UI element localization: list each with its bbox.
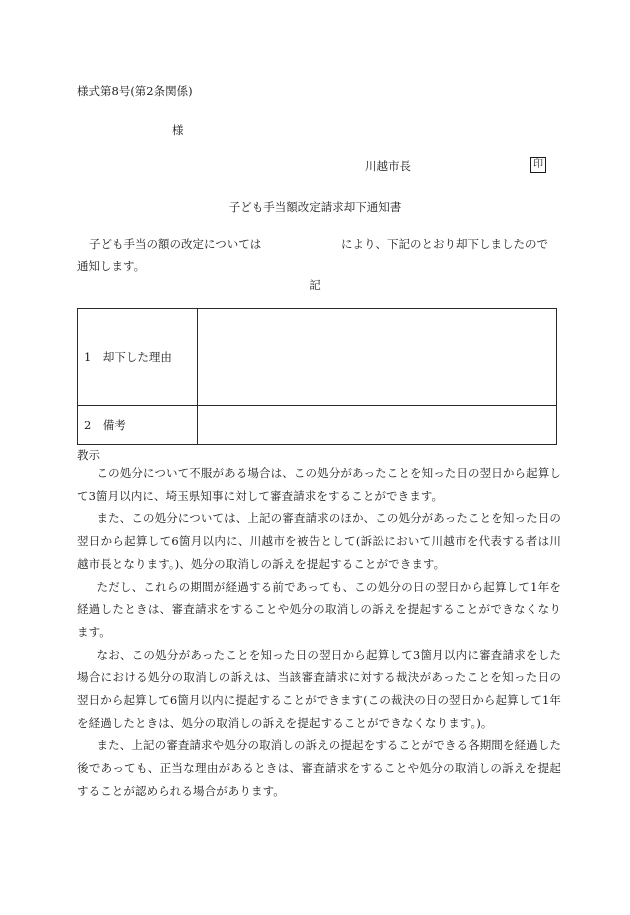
notice-paragraph-3: ただし、これらの期間が経過する前であっても、この処分の日の翌日から起算して1年を経過したときは、審査請求をすることや処分の取消しの訴えを提起することができなくなります。 — [77, 579, 561, 639]
intro-text-part2: により、下記のとおり却下しましたので — [341, 237, 548, 251]
intro-text-line2: 通知します。 — [77, 259, 146, 273]
reason-label: 1 却下した理由 — [78, 309, 198, 406]
table-row-reason — [78, 309, 557, 406]
form-number: 様式第8号(第2条関係) — [77, 84, 193, 98]
document-title: 子ども手当額改定請求却下通知書 — [228, 200, 402, 214]
notice-body — [77, 462, 561, 803]
ki-heading: 記 — [309, 278, 321, 292]
notice-paragraph-5: また、上記の審査請求や処分の取消しの訴えの提起をすることができる各期間を経過した後であっても、正当な理由があるときは、審査請求をすることや処分の取消しの訴えを提起することが認められる場合があります。 — [77, 738, 561, 798]
detail-table — [77, 308, 557, 445]
remarks-value — [198, 406, 557, 445]
intro-text-part1: 子ども手当の額の改定については — [89, 237, 262, 251]
seal-mark: 印 — [530, 157, 546, 173]
notice-heading: 教示 — [77, 448, 100, 462]
issuer-name: 川越市長 — [365, 159, 411, 173]
notice-paragraph-4: なお、この処分があったことを知った日の翌日から起算して3箇月以内に審査請求をした場合における処分の取消しの訴えは、当該審査請求に対する裁決があったことを知った日の翌日から起算して6箇月以内に提起することができます(この裁決の日の翌日から起算して1年を経過したときは、処分の取消しの訴えを提起することができなくなります。)。 — [77, 647, 561, 730]
reason-value — [198, 309, 557, 406]
remarks-label: 2 備考 — [78, 406, 198, 445]
table-row-remarks — [78, 406, 557, 445]
addressee-suffix: 様 — [172, 123, 184, 137]
notice-paragraph-2: また、この処分については、上記の審査請求のほか、この処分があったことを知った日の翌日から起算して6箇月以内に、川越市を被告として(訴訟において川越市を代表する者は川越市長となります。)、処分の取消しの訴えを提起することができます。 — [77, 511, 561, 571]
notice-paragraph-1: この処分について不服がある場合は、この処分があったことを知った日の翌日から起算して3箇月以内に、埼玉県知事に対して審査請求をすることができます。 — [77, 466, 561, 503]
